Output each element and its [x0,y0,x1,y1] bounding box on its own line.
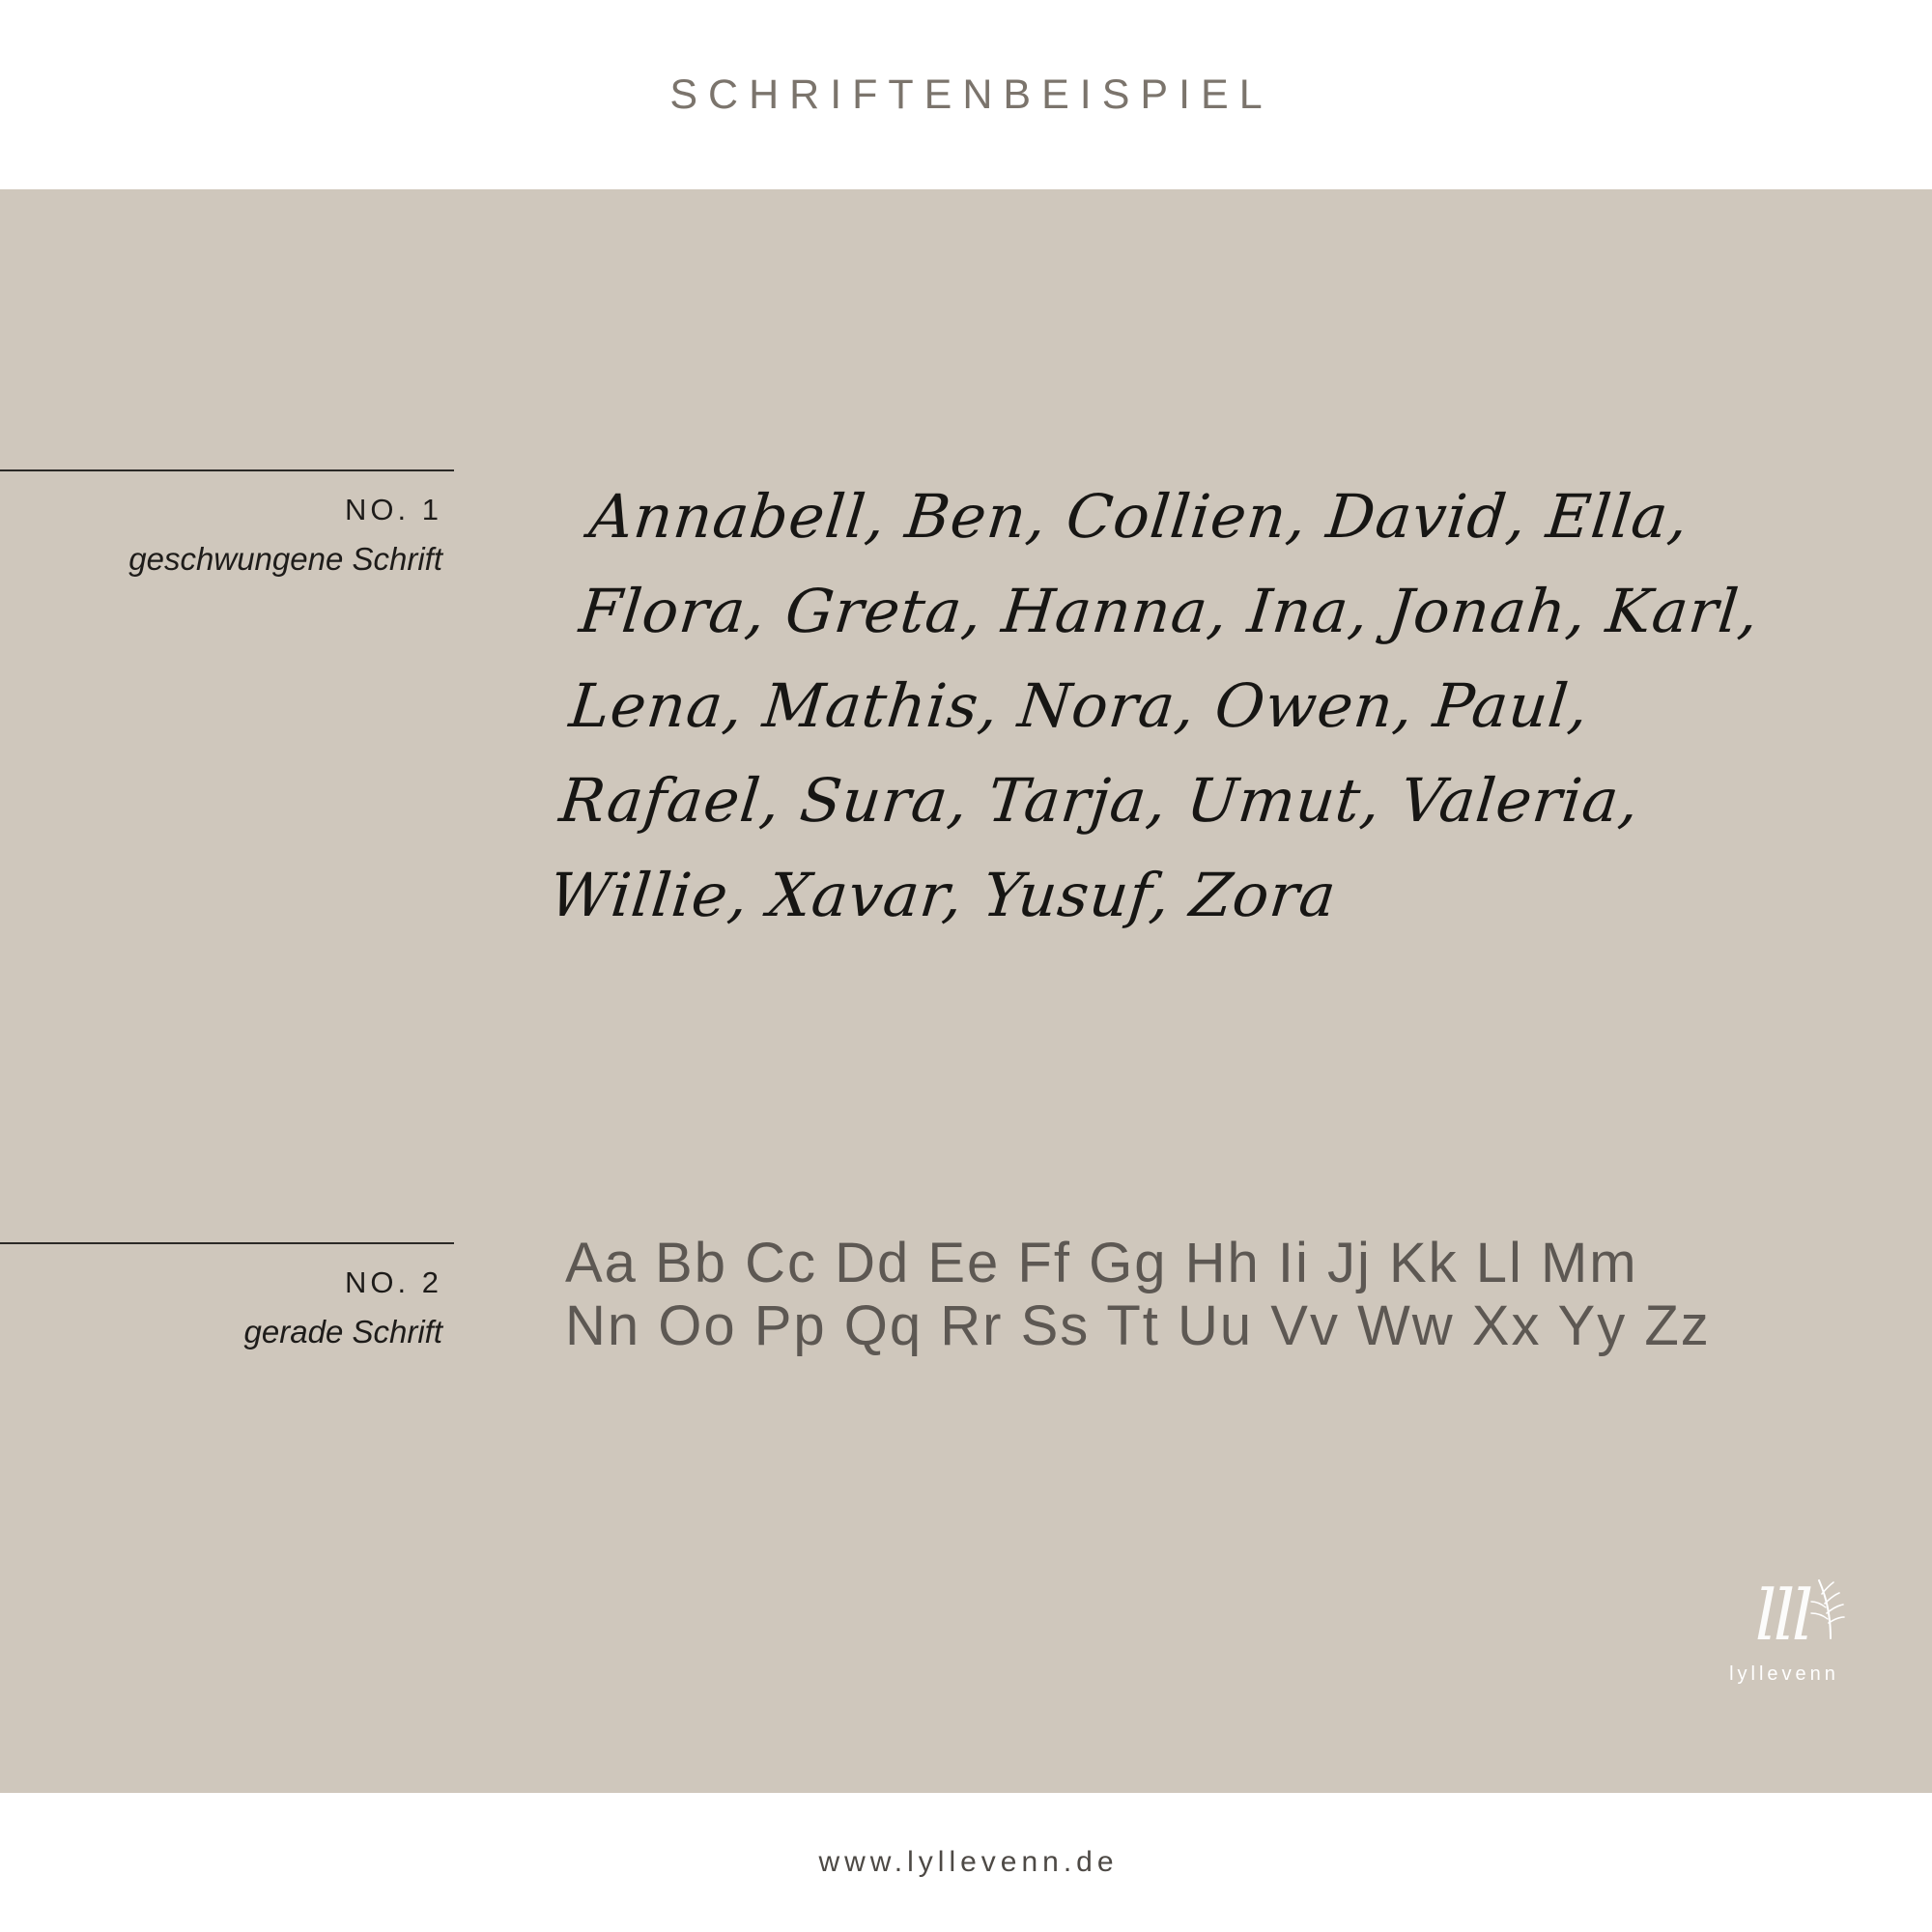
sample-description-1: geschwungene Schrift [128,541,442,577]
sprig-icon [1802,1575,1846,1647]
divider-rule-2 [0,1242,454,1244]
sample-line: Rafael, Sura, Tarja, Umut, Valeria, [555,764,1643,836]
brand-logo [1695,1575,1869,1686]
sample-label-1 [0,469,454,580]
sample-line: Nn Oo Pp Qq Rr Ss Tt Uu Vv Ww Xx Yy Zz [565,1293,1711,1357]
sample-text-script [545,469,1821,943]
sample-label-2 [0,1242,454,1352]
header [0,0,1932,189]
logo-wordmark: lyllevenn [1729,1663,1839,1685]
sample-line: Flora, Greta, Hanna, Ina, Jonah, Karl, [576,575,1763,646]
divider-rule-1 [0,469,454,471]
sample-line: Aa Bb Cc Dd Ee Ff Gg Hh Ii Jj Kk Ll Mm [565,1232,1638,1294]
sample-line: Willie, Xavar, Yusuf, Zora [546,859,1341,930]
sample-text-plain [565,1233,1821,1358]
sample-description-2: gerade Schrift [243,1314,442,1350]
website-url: www.lyllevenn.de [818,1846,1119,1878]
sample-number-2: NO. 2 [345,1265,442,1299]
page-title: SCHRIFTENBEISPIEL [669,71,1273,118]
sample-line: Annabell, Ben, Collien, David, Ella, [585,481,1692,552]
footer [0,1793,1932,1932]
sample-canvas [0,189,1932,1793]
sample-line: Lena, Mathis, Nora, Owen, Paul, [566,669,1593,741]
logo-monogram: lll [1754,1575,1810,1656]
sample-number-1: NO. 1 [345,493,442,526]
